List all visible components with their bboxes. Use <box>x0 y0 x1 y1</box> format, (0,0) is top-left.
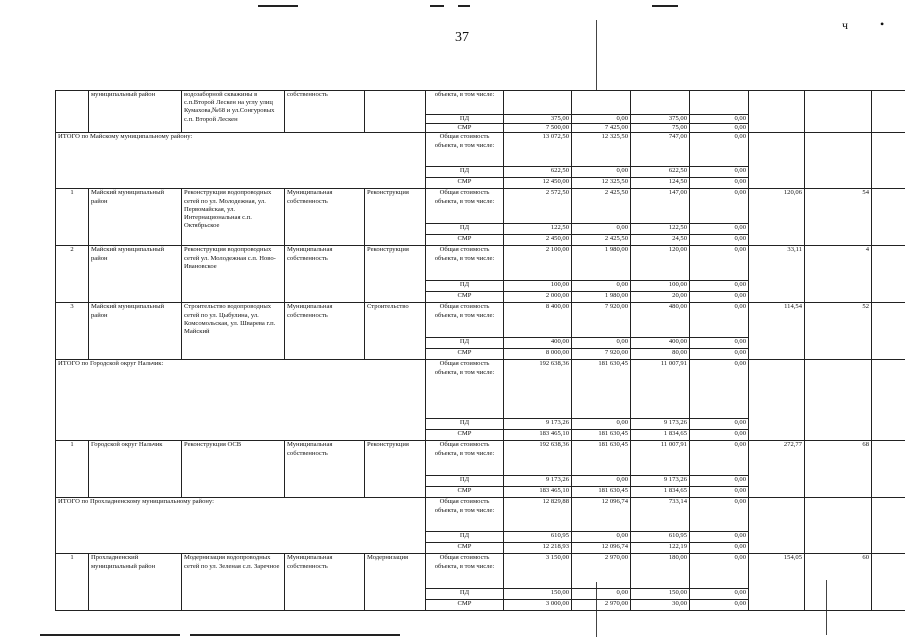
cell-c: 0,00 <box>690 589 749 600</box>
cell-total: 8 000,00 <box>504 349 572 360</box>
cell-x2 <box>805 498 872 554</box>
cell-type: Реконструкция <box>365 246 426 303</box>
cell-no: 2 <box>56 246 89 303</box>
cell-total: 183 465,10 <box>504 487 572 498</box>
cell-a: 0,00 <box>572 281 631 292</box>
cell-name: Строительство водопроводных сетей по ул. Цыбулина, ул. Комсомольская, ул. Шварева г.п. Майский <box>182 303 285 360</box>
cell-b: 375,00 <box>631 115 690 124</box>
scan-artifact <box>258 5 298 7</box>
cell-area: Майский муниципальный район <box>89 189 182 246</box>
cell-b: 80,00 <box>631 349 690 360</box>
cell-a: 181 630,45 <box>572 430 631 441</box>
cell-type <box>365 91 426 133</box>
cell-blank <box>872 91 905 133</box>
cell-total: 3 150,00 <box>504 554 572 589</box>
cell-x1: 154,05 <box>749 554 805 611</box>
cell-a: 0,00 <box>572 419 631 430</box>
cell-label: СМР <box>426 543 504 554</box>
cell-x2: 54 <box>805 189 872 246</box>
cell-area: Прохладненский муниципальный район <box>89 554 182 611</box>
cell-b: 124,50 <box>631 178 690 189</box>
cell-total: 8 400,00 <box>504 303 572 338</box>
cell-label: Общая стоимость объекта, в том числе: <box>426 554 504 589</box>
cell-label: СМР <box>426 235 504 246</box>
cell-ownership: Муниципальная собственность <box>285 246 365 303</box>
cell-x1 <box>749 133 805 189</box>
cell-a: 2 425,50 <box>572 189 631 224</box>
cell-a: 7 425,00 <box>572 124 631 133</box>
cell-b: 733,14 <box>631 498 690 532</box>
cell-label: ПД <box>426 476 504 487</box>
cell-c: 0,00 <box>690 224 749 235</box>
cell-total: 610,95 <box>504 532 572 543</box>
cell-a: 0,00 <box>572 589 631 600</box>
cell-ownership: собственность <box>285 91 365 133</box>
cell-x2: 52 <box>805 303 872 360</box>
cell-c: 0,00 <box>690 167 749 178</box>
cell-total: 9 173,26 <box>504 419 572 430</box>
cell-a: 0,00 <box>572 224 631 235</box>
cell-b: 122,19 <box>631 543 690 554</box>
cell-b: 75,00 <box>631 124 690 133</box>
cell-b: 20,00 <box>631 292 690 303</box>
cell-area: Городской округ Нальчик <box>89 441 182 498</box>
cell-c: 0,00 <box>690 498 749 532</box>
cell-b: 180,00 <box>631 554 690 589</box>
cell-name: Реконструкция водопроводных сетей по ул. Молодежная, ул. Первомайская, ул. Интернациональная с.п. Октябрьское <box>182 189 285 246</box>
cell-a: 181 630,45 <box>572 360 631 419</box>
cell-b <box>631 91 690 115</box>
cell-a: 1 980,00 <box>572 292 631 303</box>
cell-total: 192 638,36 <box>504 441 572 476</box>
cell-area: Майский муниципальный район <box>89 246 182 303</box>
cell-b: 150,00 <box>631 589 690 600</box>
cell-name: Реконструкция ОСВ <box>182 441 285 498</box>
cell-total: 7 500,00 <box>504 124 572 133</box>
cell-x1: 114,54 <box>749 303 805 360</box>
cell-x1 <box>749 498 805 554</box>
cell-c: 0,00 <box>690 303 749 338</box>
cell-total: 9 173,26 <box>504 476 572 487</box>
cell-total: 13 072,50 <box>504 133 572 167</box>
cell-c: 0,00 <box>690 115 749 124</box>
cell-type: Строительство <box>365 303 426 360</box>
cell-b: 1 834,65 <box>631 487 690 498</box>
table-row <box>56 189 905 224</box>
cell-label: Общая стоимость объекта, в том числе: <box>426 498 504 532</box>
cell-total: 150,00 <box>504 589 572 600</box>
cell-c: 0,00 <box>690 246 749 281</box>
cell-total: 183 465,10 <box>504 430 572 441</box>
cell-a: 0,00 <box>572 338 631 349</box>
cell-b: 610,95 <box>631 532 690 543</box>
table-row <box>56 441 905 476</box>
table-row <box>56 498 905 532</box>
cell-label: СМР <box>426 292 504 303</box>
cell-b: 122,50 <box>631 224 690 235</box>
cell-b: 747,00 <box>631 133 690 167</box>
cell-a: 12 096,74 <box>572 543 631 554</box>
cell-x1 <box>749 360 805 441</box>
cell-blank <box>872 360 905 441</box>
cell-c: 0,00 <box>690 178 749 189</box>
cell-total: 192 638,36 <box>504 360 572 419</box>
cell-name: водозаборной скважины в с.п.Второй Лескен на углу улиц Кумахова,№68 и ул.Сонгуровых с.п. Второй Лескен <box>182 91 285 133</box>
cell-b: 9 173,26 <box>631 419 690 430</box>
cell-c: 0,00 <box>690 133 749 167</box>
cell-c: 0,00 <box>690 124 749 133</box>
cell-blank <box>872 498 905 554</box>
cell-c: 0,00 <box>690 349 749 360</box>
cell-ownership: Муниципальная собственность <box>285 189 365 246</box>
cell-b: 24,50 <box>631 235 690 246</box>
cell-c: 0,00 <box>690 600 749 611</box>
cell-a: 12 325,50 <box>572 178 631 189</box>
cell-type: Реконструкция <box>365 441 426 498</box>
cell-label: ПД <box>426 115 504 124</box>
cell-no: 1 <box>56 441 89 498</box>
cell-c: 0,00 <box>690 189 749 224</box>
cell-label: ПД <box>426 281 504 292</box>
cell-b: 9 173,26 <box>631 476 690 487</box>
cell-x2: 68 <box>805 441 872 498</box>
cell-c: 0,00 <box>690 543 749 554</box>
cell-a: 2 425,50 <box>572 235 631 246</box>
scan-artifact <box>430 5 444 7</box>
cell-b: 11 007,91 <box>631 441 690 476</box>
scan-artifact <box>652 5 678 7</box>
cell-no: 1 <box>56 189 89 246</box>
cell-label: ПД <box>426 167 504 178</box>
cell-a: 1 980,00 <box>572 246 631 281</box>
cell-b: 100,00 <box>631 281 690 292</box>
cell-label: ПД <box>426 419 504 430</box>
cell-c <box>690 91 749 115</box>
cell-name: Реконструкция водопроводных сетей ул. Молодежная с.п. Ново-Ивановское <box>182 246 285 303</box>
cell-c: 0,00 <box>690 532 749 543</box>
cell-total: 2 450,00 <box>504 235 572 246</box>
cell-total: 622,50 <box>504 167 572 178</box>
corner-mark: ч <box>842 18 849 32</box>
cell-x2: 60 <box>805 554 872 611</box>
cell-type: Реконструкция <box>365 189 426 246</box>
cell-label: ПД <box>426 532 504 543</box>
cell-label: Общая стоимость объекта, в том числе: <box>426 133 504 167</box>
cell-total: 3 000,00 <box>504 600 572 611</box>
cell-label: ПД <box>426 589 504 600</box>
cell-label: Общая стоимость объекта, в том числе: <box>426 360 504 419</box>
cell-no <box>56 91 89 133</box>
cell-no: 3 <box>56 303 89 360</box>
cell-x1: 272,77 <box>749 441 805 498</box>
cell-total <box>504 91 572 115</box>
cell-b: 147,00 <box>631 189 690 224</box>
investment-table <box>55 90 905 611</box>
cell-c: 0,00 <box>690 554 749 589</box>
cell-c: 0,00 <box>690 419 749 430</box>
cell-label: СМР <box>426 178 504 189</box>
cell-c: 0,00 <box>690 281 749 292</box>
cell-x2 <box>805 133 872 189</box>
cell-blank <box>872 554 905 611</box>
cell-c: 0,00 <box>690 292 749 303</box>
scan-artifact <box>458 5 470 7</box>
cell-blank <box>872 303 905 360</box>
cell-a: 2 970,00 <box>572 554 631 589</box>
cell-a <box>572 91 631 115</box>
cell-b: 622,50 <box>631 167 690 178</box>
cell-x1: 120,06 <box>749 189 805 246</box>
section-total-title: ИТОГО по Городской округ Нальчик: <box>56 360 426 441</box>
table-row <box>56 246 905 281</box>
cell-blank <box>872 246 905 303</box>
table-row <box>56 360 905 419</box>
cell-label: СМР <box>426 430 504 441</box>
scan-artifact <box>190 634 400 636</box>
cell-b: 120,00 <box>631 246 690 281</box>
cell-total: 375,00 <box>504 115 572 124</box>
cell-x2 <box>805 360 872 441</box>
cell-total: 122,50 <box>504 224 572 235</box>
table-row <box>56 133 905 167</box>
cell-a: 181 630,45 <box>572 487 631 498</box>
cell-c: 0,00 <box>690 476 749 487</box>
cell-area: муниципальный район <box>89 91 182 133</box>
cell-total: 12 450,00 <box>504 178 572 189</box>
cell-x2: 4 <box>805 246 872 303</box>
cell-total: 100,00 <box>504 281 572 292</box>
cell-c: 0,00 <box>690 338 749 349</box>
cell-a: 12 325,50 <box>572 133 631 167</box>
cell-a: 0,00 <box>572 476 631 487</box>
cell-c: 0,00 <box>690 430 749 441</box>
cell-ownership: Муниципальная собственность <box>285 303 365 360</box>
cell-label: ПД <box>426 338 504 349</box>
cell-type: Модернизация <box>365 554 426 611</box>
cell-label: СМР <box>426 124 504 133</box>
cell-label: СМР <box>426 487 504 498</box>
cell-blank <box>872 441 905 498</box>
cell-a: 12 096,74 <box>572 498 631 532</box>
table-row <box>56 303 905 338</box>
cell-total: 12 218,93 <box>504 543 572 554</box>
corner-dot: • <box>880 17 885 31</box>
cell-ownership: Муниципальная собственность <box>285 441 365 498</box>
cell-name: Модернизация водопроводных сетей по ул. Зеленая с.п. Заречное <box>182 554 285 611</box>
cell-no: 1 <box>56 554 89 611</box>
cell-total: 12 829,88 <box>504 498 572 532</box>
cell-b: 30,00 <box>631 600 690 611</box>
cell-total: 2 100,00 <box>504 246 572 281</box>
cell-c: 0,00 <box>690 487 749 498</box>
cell-label: Общая стоимость объекта, в том числе: <box>426 189 504 224</box>
cell-b: 480,00 <box>631 303 690 338</box>
cell-total: 2 572,50 <box>504 189 572 224</box>
cell-label: Общая стоимость объекта, в том числе: <box>426 246 504 281</box>
cell-label: Общая стоимость объекта, в том числе: <box>426 441 504 476</box>
cell-x2 <box>805 91 872 133</box>
scan-artifact <box>596 20 597 90</box>
cell-total: 400,00 <box>504 338 572 349</box>
cell-a: 7 920,00 <box>572 303 631 338</box>
cell-a: 0,00 <box>572 532 631 543</box>
cell-blank <box>872 133 905 189</box>
section-total-title: ИТОГО по Прохладненскому муниципальному району: <box>56 498 426 554</box>
cell-a: 2 970,00 <box>572 600 631 611</box>
cell-label: СМР <box>426 600 504 611</box>
cell-blank <box>872 189 905 246</box>
cell-a: 181 630,45 <box>572 441 631 476</box>
cell-label: СМР <box>426 349 504 360</box>
section-total-title: ИТОГО по Майскому муниципальному району: <box>56 133 426 189</box>
cell-c: 0,00 <box>690 235 749 246</box>
cell-x1 <box>749 91 805 133</box>
cell-a: 0,00 <box>572 115 631 124</box>
cell-b: 11 007,91 <box>631 360 690 419</box>
cell-c: 0,00 <box>690 360 749 419</box>
table-row <box>56 554 905 589</box>
page-number: 37 <box>455 30 469 45</box>
cell-c: 0,00 <box>690 441 749 476</box>
cell-x1: 33,11 <box>749 246 805 303</box>
cell-label: ПД <box>426 224 504 235</box>
cell-area: Майский муниципальный район <box>89 303 182 360</box>
cell-b: 1 834,65 <box>631 430 690 441</box>
cell-label: Общая стоимость объекта, в том числе: <box>426 303 504 338</box>
table-row <box>56 91 905 115</box>
cell-label: объекта, в том числе: <box>426 91 504 115</box>
scan-artifact <box>40 634 180 636</box>
cell-a: 7 920,00 <box>572 349 631 360</box>
cell-total: 2 000,00 <box>504 292 572 303</box>
cell-a: 0,00 <box>572 167 631 178</box>
cell-b: 400,00 <box>631 338 690 349</box>
cell-ownership: Муниципальная собственность <box>285 554 365 611</box>
